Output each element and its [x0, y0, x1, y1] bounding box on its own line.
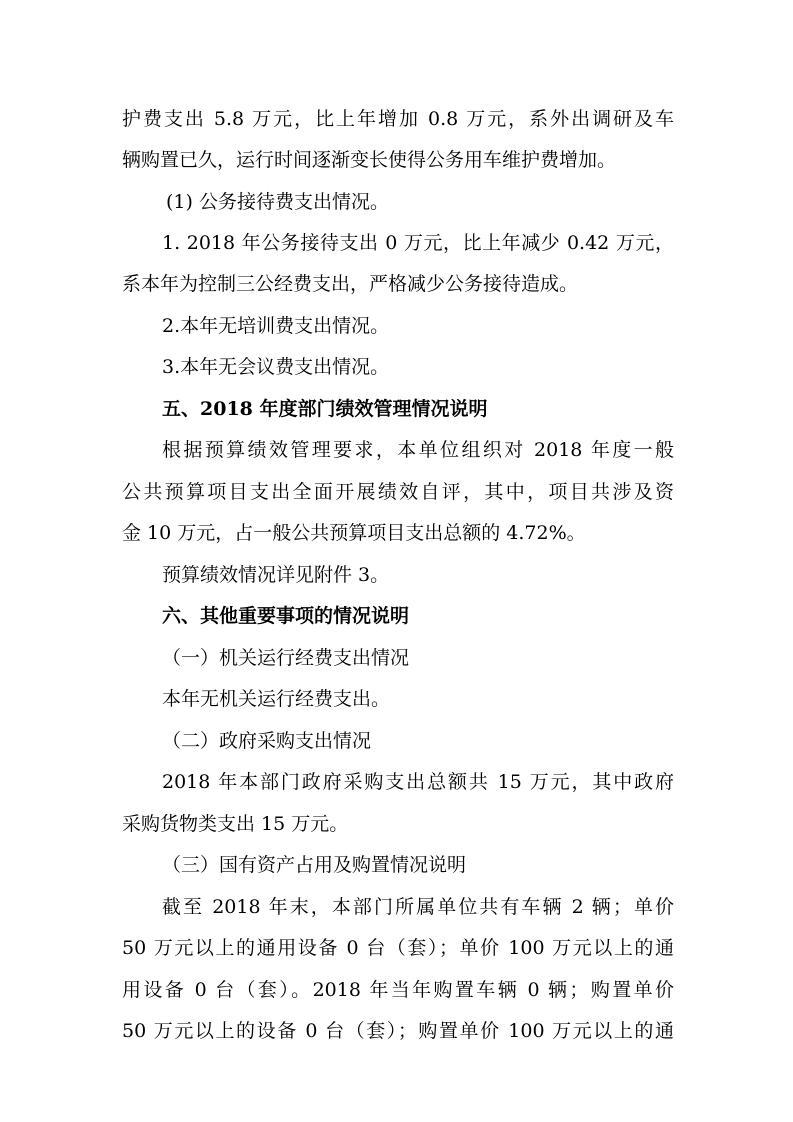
paragraph-line: 采购货物类支出 15 万元。	[122, 813, 349, 835]
paragraph-line: 50 万元以上的设备 0 台（套）；购置单价 100 万元以上的通	[122, 1020, 674, 1042]
paragraph-line: 系本年为控制三公经费支出，严格减少公务接待造成。	[122, 273, 579, 295]
paragraph-line: 公共预算项目支出全面开展绩效自评，其中，项目共涉及资	[122, 481, 674, 503]
paragraph-line: 用设备 0 台（套）。2018 年当年购置车辆 0 辆；购置单价	[122, 979, 674, 1001]
subsection-heading: （二）政府采购支出情况	[162, 730, 372, 752]
paragraph-line: 2018 年本部门政府采购支出总额共 15 万元，其中政府	[162, 771, 674, 793]
paragraph-line: 根据预算绩效管理要求，本单位组织对 2018 年度一般	[162, 439, 674, 461]
subsection-heading: （一）机关运行经费支出情况	[162, 647, 410, 669]
paragraph-line: 金 10 万元，占一般公共预算项目支出总额的 4.72%。	[122, 522, 586, 544]
subsection-heading: （三）国有资产占用及购置情况说明	[162, 854, 467, 876]
paragraph-line: 3.本年无会议费支出情况。	[162, 356, 390, 378]
paragraph-line: 1. 2018 年公务接待支出 0 万元，比上年减少 0.42 万元，	[162, 232, 674, 254]
paragraph-line: 2.本年无培训费支出情况。	[162, 315, 390, 337]
paragraph-line: 辆购置已久，运行时间逐渐变长使得公务用车维护费增加。	[122, 149, 617, 171]
paragraph-line: 50 万元以上的通用设备 0 台（套）；单价 100 万元以上的通	[122, 937, 674, 959]
subsection-heading: (1) 公务接待费支出情况。	[166, 191, 389, 213]
section-heading-six: 六、其他重要事项的情况说明	[162, 605, 410, 627]
paragraph-line: 本年无机关运行经费支出。	[162, 688, 391, 710]
paragraph-line: 截至 2018 年末，本部门所属单位共有车辆 2 辆；单价	[162, 896, 674, 918]
section-heading-five: 五、2018 年度部门绩效管理情况说明	[162, 398, 488, 420]
paragraph-line: 护费支出 5.8 万元，比上年增加 0.8 万元，系外出调研及车	[122, 108, 674, 130]
paragraph-line: 预算绩效情况详见附件 3。	[162, 564, 390, 586]
